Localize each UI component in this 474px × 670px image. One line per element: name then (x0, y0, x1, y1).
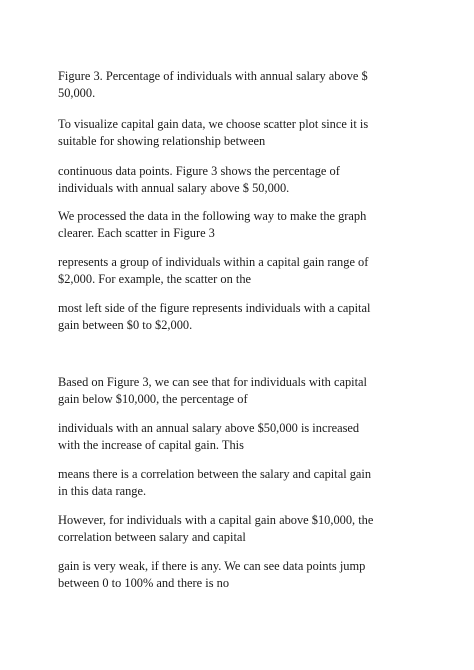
paragraph-visualize-intro (58, 116, 428, 150)
text-line: with the increase of capital gain. This (58, 438, 244, 452)
text-line: continuous data points. Figure 3 shows the percentage of (58, 164, 340, 178)
text-line: in this data range. (58, 484, 147, 498)
paragraph-weak-correlation (58, 558, 428, 592)
paragraph-figure-description (58, 163, 428, 197)
text-line: To visualize capital gain data, we choose scatter plot since it is (58, 117, 369, 131)
text-line: individuals with annual salary above $ 50,000. (58, 181, 290, 195)
text-line: suitable for showing relationship between (58, 134, 266, 148)
text-line: $2,000. For example, the scatter on the (58, 272, 252, 286)
text-line: Figure 3. Percentage of individuals with annual salary above $ (58, 69, 368, 83)
text-line: represents a group of individuals within a capital gain range of (58, 255, 369, 269)
text-line: However, for individuals with a capital gain above $10,000, the (58, 513, 374, 527)
paragraph-data-processing (58, 208, 428, 242)
text-line: gain below $10,000, the percentage of (58, 392, 248, 406)
text-line: 50,000. (58, 86, 96, 100)
text-line: Based on Figure 3, we can see that for individuals with capital (58, 375, 367, 389)
text-line: clearer. Each scatter in Figure 3 (58, 226, 215, 240)
text-line: We processed the data in the following way to make the graph (58, 209, 367, 223)
text-line: gain is very weak, if there is any. We can see data points jump (58, 559, 366, 573)
paragraph-increase (58, 420, 428, 454)
paragraph-scatter-range (58, 254, 428, 288)
text-line: most left side of the figure represents individuals with a capital (58, 301, 371, 315)
paragraph-scatter-example (58, 300, 428, 334)
text-line: correlation between salary and capital (58, 530, 246, 544)
text-line: means there is a correlation between the salary and capital gain (58, 467, 372, 481)
text-line: between 0 to 100% and there is no (58, 576, 230, 590)
text-line: individuals with an annual salary above $50,000 is increased (58, 421, 360, 435)
paragraph-correlation (58, 466, 428, 500)
paragraph-however (58, 512, 428, 546)
paragraph-based-on-figure (58, 374, 428, 408)
text-line: gain between $0 to $2,000. (58, 318, 193, 332)
paragraph-figure-caption (58, 68, 428, 102)
